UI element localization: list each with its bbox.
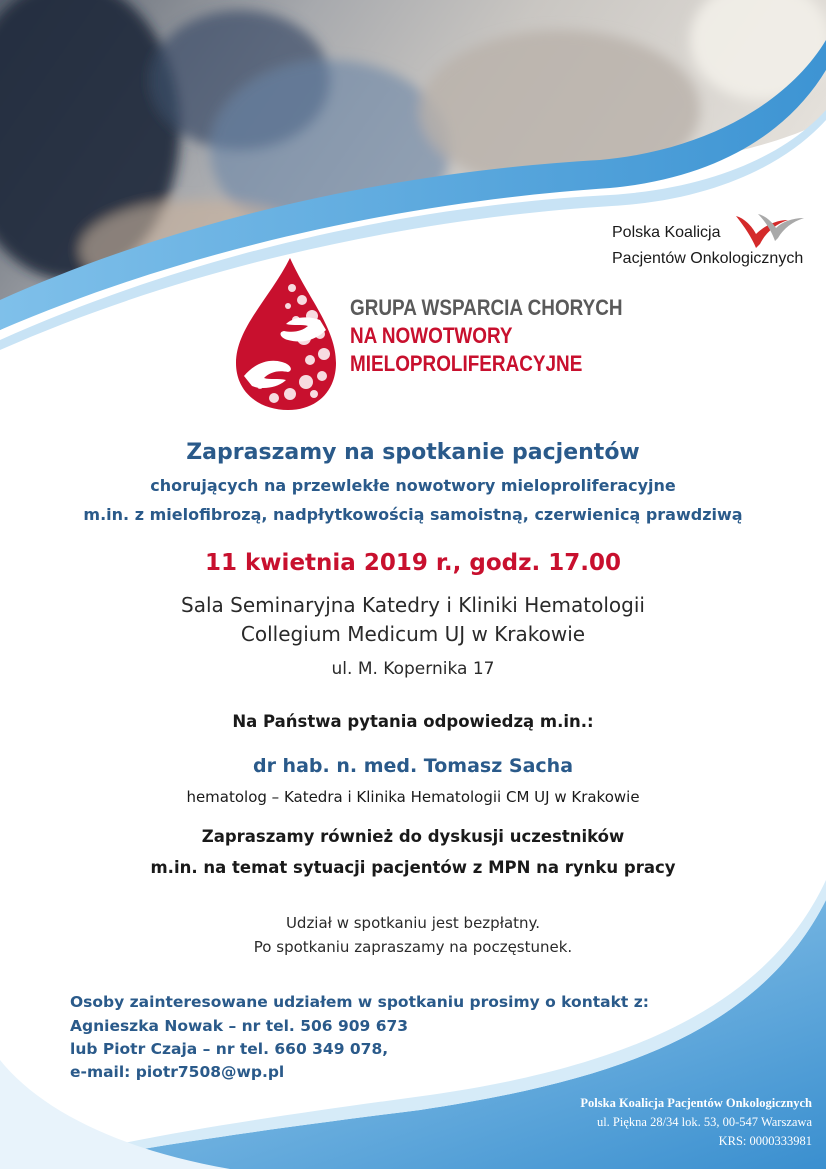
notes-line-1: Udział w spotkaniu jest bezpłatny. [285, 914, 541, 932]
contact-line-2: Agnieszka Nowak – nr tel. 506 909 673 [70, 1017, 409, 1035]
notes-line-2: Po spotkaniu zapraszamy na poczęstunek. [253, 938, 573, 956]
footer-address: ul. Piękna 28/34 lok. 53, 00-547 Warszawa [596, 1115, 812, 1129]
speaker-name: dr hab. n. med. Tomasz Sacha [252, 755, 574, 777]
invitation-subtitle-2: m.in. z mielofibrozą, nadpłytkowością samoistną, czerwienicą prawdziwą [83, 505, 743, 524]
blood-drop-logo-icon [230, 258, 340, 413]
contact-line-1: Osoby zainteresowane udziałem w spotkaniu prosimy o kontakt z: [70, 993, 649, 1011]
discussion-line-2: m.in. na temat sytuacji pacjentów z MPN na rynku pracy [150, 858, 676, 877]
invitation-headline: Zapraszamy na spotkanie pacjentów [186, 440, 640, 465]
event-venue-2: Collegium Medicum UJ w Krakowie [240, 622, 586, 646]
group-logo-line2: NA NOWOTWORY [350, 323, 513, 348]
organization-logo-line1: Polska Koalicja [612, 224, 721, 241]
event-date: 11 kwietnia 2019 r., godz. 17.00 [205, 550, 621, 576]
discussion-line-1: Zapraszamy również do dyskusji uczestników [201, 827, 625, 846]
group-logo-line3: MIELOPROLIFERACYJNE [350, 351, 583, 376]
contact-email: e-mail: piotr7508@wp.pl [70, 1063, 285, 1081]
speakers-intro: Na Państwa pytania odpowiedzą m.in.: [232, 712, 594, 731]
footer-organization-name: Polska Koalicja Pacjentów Onkologicznych [580, 1096, 812, 1110]
event-address: ul. M. Kopernika 17 [331, 659, 495, 679]
footer-krs: KRS: 0000333981 [718, 1134, 812, 1148]
swallow-birds-icon [730, 208, 810, 252]
group-logo-line1: GRUPA WSPARCIA CHORYCH [350, 295, 623, 320]
speaker-role: hematolog – Katedra i Klinika Hematologii CM UJ w Krakowie [186, 788, 640, 806]
organization-logo-line2: Pacjentów Onkologicznych [612, 250, 804, 267]
contact-line-3: lub Piotr Czaja – nr tel. 660 349 078, [70, 1040, 389, 1058]
invitation-subtitle-1: chorujących na przewlekłe nowotwory mieloproliferacyjne [150, 476, 676, 495]
event-venue-1: Sala Seminaryjna Katedry i Kliniki Hematologii [181, 593, 645, 617]
